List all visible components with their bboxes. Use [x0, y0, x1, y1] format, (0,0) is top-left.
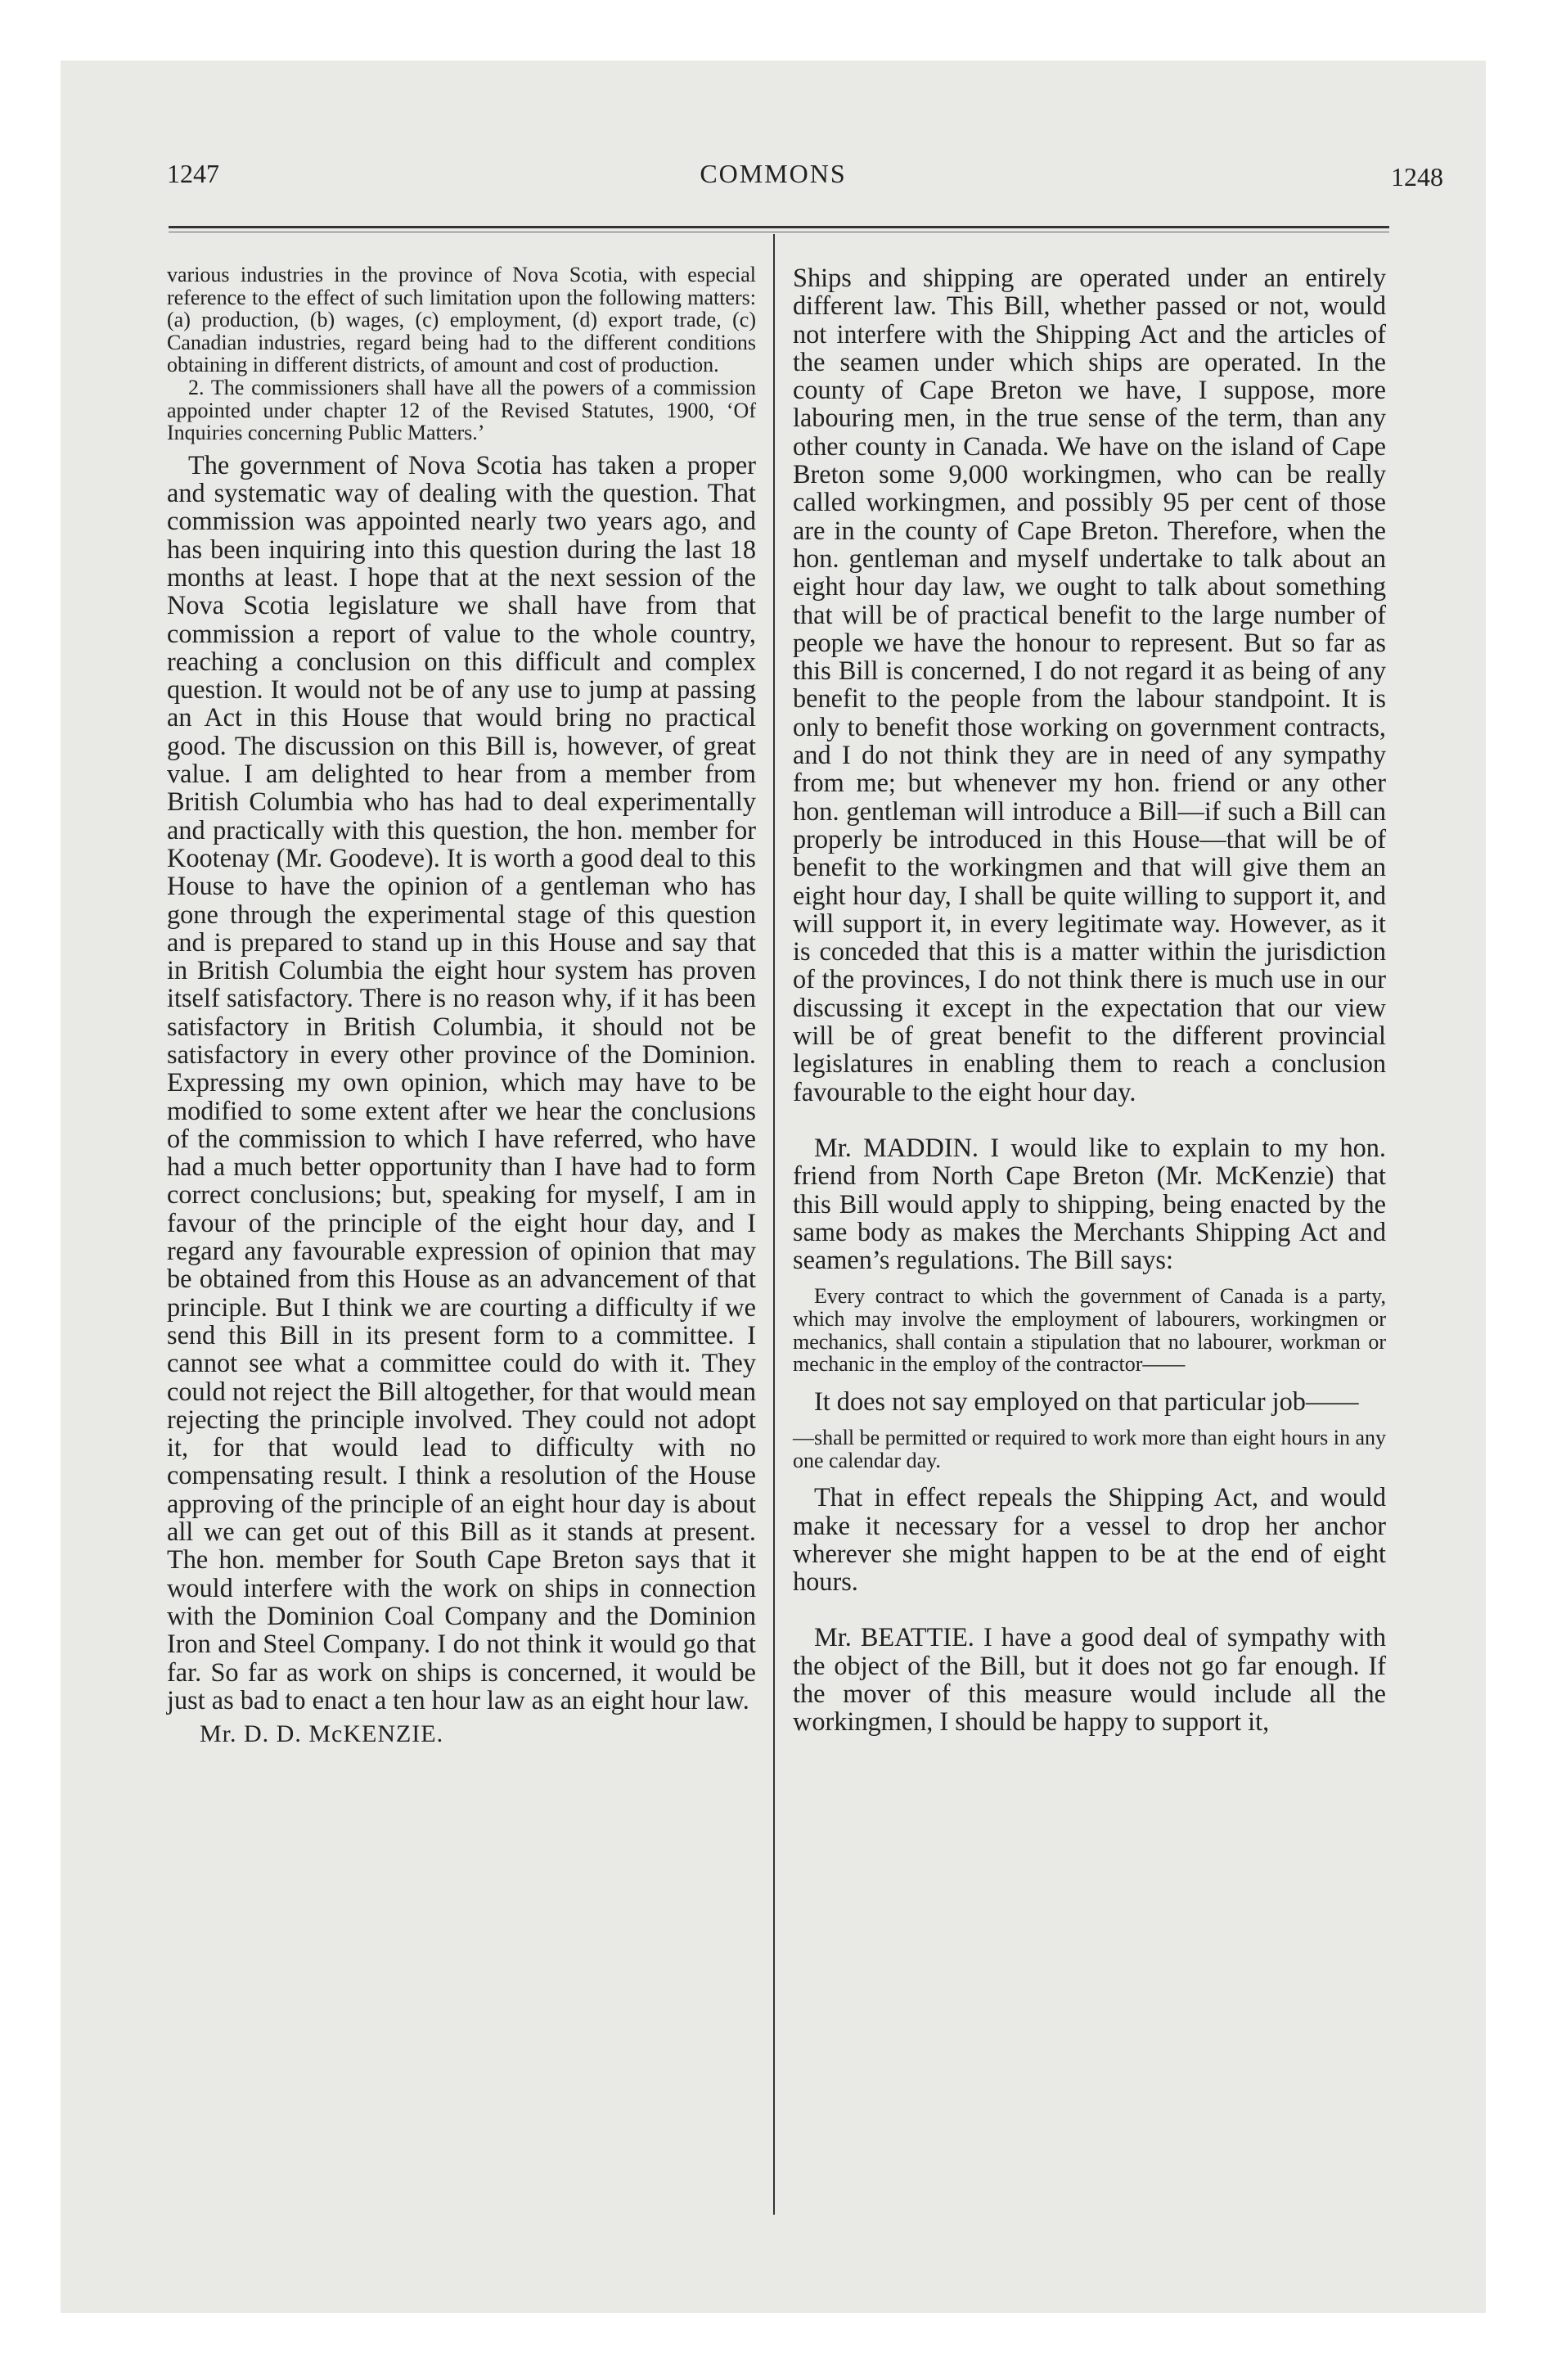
page-number-right: 1248 — [1391, 162, 1443, 192]
speech-paragraph: The government of Nova Scotia has taken a proper and systematic way of dealing with the question. That commission was appointed nearly two years ago, and has been inquiring into this question during the last 18 months at least. I hope that at the next session of the Nova Scotia legislature we shall have from that commission a report of value to the whole country, reaching a conclusion on this difficult and complex question. It would not be of any use to jump at passing an Act in this House that would bring no practical good. The discussion on this Bill is, however, of great value. I am delighted to hear from a member from British Columbia who has had to deal experimentally and practically with this question, the hon. member for Kootenay (Mr. Goodeve). It is worth a good deal to this House to have the opinion of a gentleman who has gone through the experimental stage of this question and is prepared to stand up in this House and say that in British Columbia the eight hour system has proven itself satisfactory. There is no reason why, if it has been satisfactory in British Columbia, it should not be satisfactory in every other province of the Dominion. Expressing my own opinion, which may have to be modified to some extent after we hear the conclusions of the commission to which I have referred, who have had a much better opportunity than I have had to form correct conclusions; but, speaking for myself, I am in favour of the principle of the eight hour day, and I regard any favourable expression of opinion that may be obtained from this House as an advancement of that principle. But I think we are courting a difficulty if we send this Bill in its present form to a committee. I cannot see what a committee could do with it. They could not reject the Bill altogether, for that would mean rejecting the principle involved. They could not adopt it, for that would lead to difficulty with no compensating result. I think a resolution of the House approving of the principle of an eight hour day is about all we can get out of this Bill as it stands at present. The hon. member for South Cape Breton says that it would interfere with the work on ships in connection with the Dominion Coal Company and the Dominion Iron and Steel Company. I do not think it would go that far. So far as work on ships is concerned, it would be just as bad to enact a ten hour law as an eight hour law. — [167, 449, 756, 1715]
left-column — [167, 264, 756, 1748]
page-number-left: 1247 — [167, 159, 219, 188]
quoted-text-4: —shall be permitted or required to work more than eight hours in any one calendar day. — [793, 1426, 1386, 1472]
speech-paragraph-1: Ships and shipping are operated under an entirely different law. This Bill, whether passed or not, would not interfere with the Shipping Act and the articles of the seamen under which ships are operated. In the county of Cape Breton we have, I suppose, more labouring men, in the true sense of the term, than any other county in Canada. We have on the island of Cape Breton some 9,000 workingmen, who can be really called workingmen, and possibly 95 per cent of those are in the county of Cape Breton. Therefore, when the hon. gentleman and myself undertake to talk about an eight hour day law, we ought to talk about something that will be of practical benefit to the large number of people we have the honour to represent. But so far as this Bill is concerned, I do not regard it as being of any benefit to the people from the labour standpoint. It is only to benefit those working on government contracts, and I do not think they are in need of any sympathy from me; but whenever my hon. friend or any other hon. gentleman will introduce a Bill—if such a Bill can properly be introduced in this House—that will be of benefit to the workingmen and that will give them an eight hour day, I shall be quite willing to support it, and will support it, in every legitimate way. However, as it is conceded that this is a matter within the jurisdiction of the provinces, I do not think there is much use in our discussing it except in the expectation that our view will be of great benefit to the different provincial legislatures in enabling them to reach a conclusion favourable to the eight hour day. — [793, 263, 1386, 1107]
quoted-text-2: 2. The commissioners shall have all the powers of a commission appointed under chapter 12 of the Revised Statutes, 1900, ‘Of Inquiries concerning Public Matters.’ — [167, 375, 756, 445]
quoted-text-1: various industries in the province of Nova Scotia, with especial reference to the effect of such limitation upon the following matters: (a) production, (b) wages, (c) employment, (d) export trade, (c) Canadian industries, regard being had to the different conditions obtaining in different districts, of amount and cost of production. — [167, 263, 756, 377]
speech-paragraph-3: It does not say employed on that particular job—— — [814, 1386, 1359, 1416]
speech-paragraph-4: That in effect repeals the Shipping Act, and would make it necessary for a vessel to drop her anchor wherever she might happen to be at the end of eight hours. — [793, 1482, 1386, 1597]
speech-paragraph-maddin: Mr. MADDIN. I would like to explain to my hon. friend from North Cape Breton (Mr. McKenzie) that this Bill would apply to shipping, being enacted by the same body as makes the Merchants Shipping Act and seamen’s regulations. The Bill says: — [793, 1132, 1386, 1275]
running-title: COMMONS — [700, 159, 847, 188]
quoted-text-3: Every contract to which the government of Canada is a party, which may involve the employment of labourers, workingmen or mechanics, shall contain a stipulation that no labourer, workman or mechanic in the employ of the contractor—— — [793, 1284, 1386, 1377]
right-column — [793, 264, 1386, 1736]
speech-paragraph-beattie: Mr. BEATTIE. I have a good deal of sympathy with the object of the Bill, but it does not go far enough. If the mover of this measure would include all the workingmen, I should be happy to support it, — [793, 1622, 1386, 1737]
page-header — [61, 159, 1486, 208]
header-rule — [169, 226, 1389, 232]
page — [61, 61, 1486, 2313]
column-divider — [773, 234, 775, 2215]
speaker-signature: Mr. D. D. McKENZIE. — [200, 1720, 444, 1748]
